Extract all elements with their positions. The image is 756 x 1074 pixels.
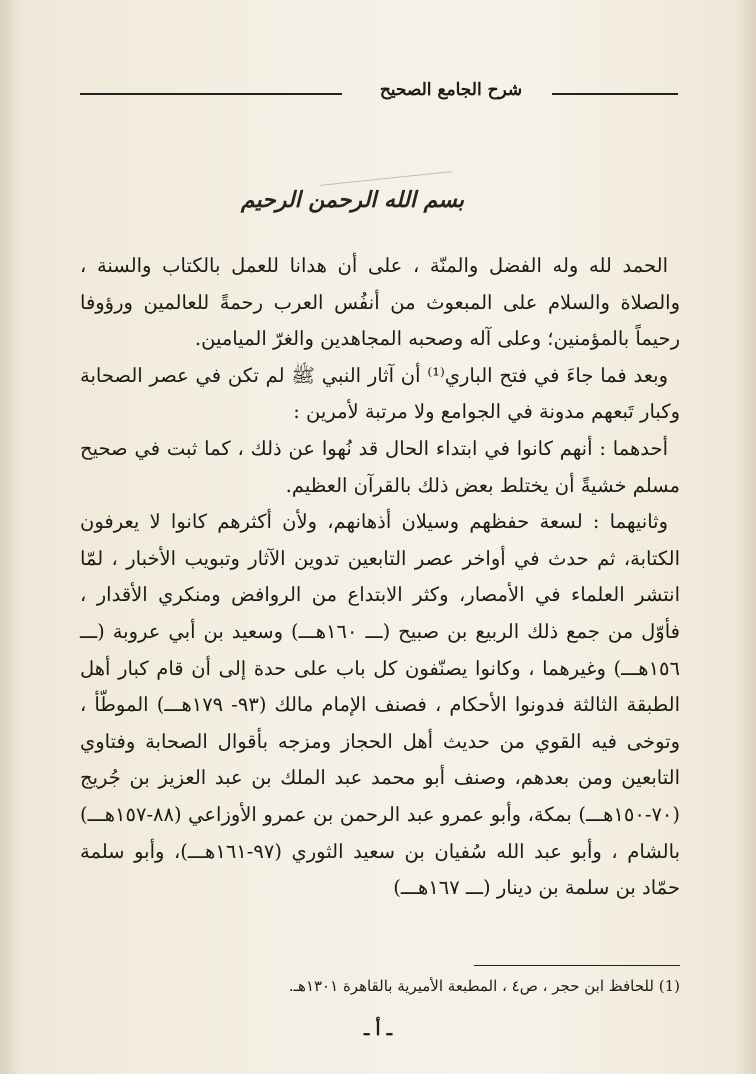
header-rule-left [80, 93, 342, 95]
header-rule-right [552, 93, 678, 95]
basmala-calligraphy: بسم الله الرحمن الرحيم [308, 170, 464, 230]
right-page-shadow [734, 0, 756, 1074]
footnote-rule [474, 965, 680, 966]
left-page-shadow [0, 0, 22, 1074]
running-header [80, 78, 678, 102]
running-title: شرح الجامع الصحيح [379, 80, 523, 100]
paragraph-opening: الحمد لله وله الفضل والمنّة ، على أن هدانا للعمل بالكتاب والسنة ، والصلاة والسلام على المبعوث من أنفُس العرب رحمةً للعالمين ورؤوفا رحيماً بالمؤمنين؛ وعلى آله وصحبه المجاهدين والغرّ الميامين. [80, 254, 680, 351]
paragraph-second-reason: وثانيهما : لسعة حفظهم وسيلان أذهانهم، ولأن أكثرهم كانوا لا يعرفون الكتابة، ثم حدث في أواخر عصر التابعين تدوين الآثار وتبويب الأخبار ، لمّا انتشر العلماء في الأمصار، وكثر الابتداع من الروافض ومنكري الأقدار ، فأوّل من جمع ذلك الربيع بن صبيح (ـــ ١٦٠هـــ) وسعيد بن أبي عروبة (ـــ ١٥٦هـــ) وغيرهما ، وكانوا يصنّفون كل باب على حدة إلى أن قام كبار أهل الطبقة الثالثة فدونوا الأحكام ، فصنف الإمام مالك (٩٣- ١٧٩هـــ) الموطّأ ، وتوخى فيه القوي من حديث أهل الحجاز ومزجه بأقوال الصحابة وفتاوي التابعين ومن بعدهم، وصنف أبو محمد عبد الملك بن عبد العزيز بن جُريج (٧٠-١٥٠هـــ) بمكة، وأبو عمرو عبد الرحمن بن عمرو الأوزاعي (٨٨-١٥٧هـــ) بالشام ، وأبو عبد الله سُفيان بن سعيد الثوري (٩٧-١٦١هـــ)، وأبو سلمة حمّاد بن سلمة بن دينار (ـــ ١٦٧هـــ) [80, 510, 681, 900]
paragraph-first-reason: أحدهما : أنهم كانوا في ابتداء الحال قد نُهوا عن ذلك ، كما ثبت في صحيح مسلم خشيةً أن يختلط بعض ذلك بالقرآن العظيم. [80, 436, 680, 497]
footnote: (1) للحافظ ابن حجر ، ص٤ ، المطبعة الأميرية بالقاهرة ١٣٠١هـ. [288, 977, 680, 995]
document-body [80, 248, 680, 907]
paragraph-fath-albari: وبعد فما جاءَ في فتح الباري⁽¹⁾ أن آثار النبي ﷺ لم تكن في عصر الصحابة وكبار تَبعهم مدونة في الجوامع ولا مرتبة لأمرين : [80, 363, 680, 424]
page-number: ـ أ ـ [363, 1019, 393, 1040]
